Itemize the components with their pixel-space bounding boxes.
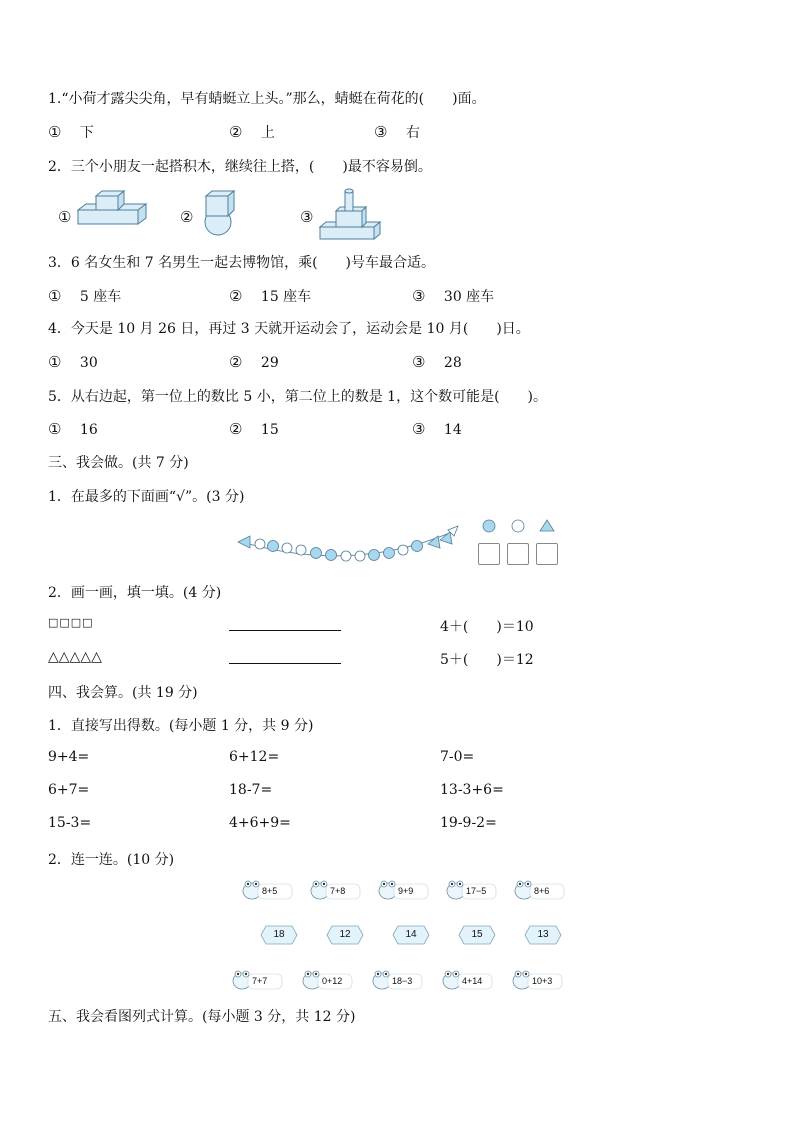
cloud-card-1[interactable]	[260, 922, 298, 952]
row2-shapes: △△△△△	[48, 649, 102, 665]
frog-card-top-1[interactable]	[242, 876, 294, 906]
cloud-number: 13	[537, 929, 549, 940]
cloud-card-4[interactable]	[458, 922, 496, 952]
frog-card-bottom-1[interactable]	[232, 966, 284, 996]
calc-item: 19-9-2=	[440, 815, 497, 831]
cloud-card-3[interactable]	[392, 922, 430, 952]
section-4-title: 四、我会算。(共 19 分)	[48, 685, 198, 701]
frog-row-top	[0, 876, 794, 904]
cloud-row	[0, 922, 794, 950]
frog-expression: 8+6	[534, 886, 550, 896]
question-2-text: 2．三个小朋友一起搭积木，继续往上搭，( )最不容易倒。	[48, 159, 432, 175]
frog-card-bottom-5[interactable]	[512, 966, 564, 996]
cloud-card-5[interactable]	[524, 922, 562, 952]
q5-option-3[interactable]: ③ 14	[412, 420, 462, 438]
question-5-text: 5．从右边起，第一位上的数比 5 小，第二位上的数是 1，这个数可能是( )。	[48, 389, 547, 405]
calc-item: 9+4=	[48, 749, 90, 765]
calc-item: 7-0=	[440, 749, 475, 765]
frog-expression: 18−3	[392, 976, 413, 986]
frog-card-bottom-4[interactable]	[442, 966, 494, 996]
answer-box-triangle[interactable]	[536, 543, 558, 565]
cloud-number: 12	[339, 929, 351, 940]
q1-option-3[interactable]: ③ 右	[374, 123, 420, 141]
frog-expression: 8+5	[262, 886, 278, 896]
calc-item: 6+7=	[48, 782, 90, 798]
q4-option-2[interactable]: ② 29	[229, 353, 279, 371]
cloud-number: 15	[471, 929, 483, 940]
frog-row-bottom	[0, 966, 794, 994]
section-5-title: 五、我会看图列式计算。(每小题 3 分，共 12 分)	[48, 1009, 356, 1025]
row1-answer-line[interactable]	[229, 616, 341, 635]
frog-card-top-5[interactable]	[514, 876, 566, 906]
q5-option-1[interactable]: ① 16	[48, 420, 98, 438]
frog-card-top-3[interactable]	[378, 876, 430, 906]
calc-item: 18-7=	[229, 782, 273, 798]
question-3-text: 3．6 名女生和 7 名男生一起去博物馆，乘( )号车最合适。	[48, 255, 435, 271]
section-4-q1: 1．直接写出得数。(每小题 1 分，共 9 分)	[48, 718, 314, 734]
q4-option-1[interactable]: ① 30	[48, 353, 98, 371]
frog-card-bottom-3[interactable]	[372, 966, 424, 996]
frog-expression: 10+3	[532, 976, 553, 986]
answer-box-circle-blue[interactable]	[478, 543, 500, 565]
q4-option-3[interactable]: ③ 28	[412, 353, 462, 371]
row1-equation: 4＋( )＝10	[440, 619, 534, 635]
frog-expression: 4+14	[462, 976, 483, 986]
cloud-card-2[interactable]	[326, 922, 364, 952]
frog-card-top-4[interactable]	[446, 876, 498, 906]
bead-string-figure	[232, 518, 462, 570]
block-figure-2	[198, 190, 242, 236]
frog-expression: 7+7	[252, 976, 268, 986]
q3-option-3[interactable]: ③ 30 座车	[412, 287, 495, 305]
calc-item: 4+6+9=	[229, 815, 291, 831]
q1-option-1[interactable]: ① 下	[48, 123, 94, 141]
frog-card-top-2[interactable]	[310, 876, 362, 906]
cloud-number: 14	[405, 929, 417, 940]
q2-option-3-label[interactable]: ③	[300, 208, 314, 226]
answer-box-circle-white[interactable]	[507, 543, 529, 565]
frog-expression: 0+12	[322, 976, 343, 986]
block-figure-3	[316, 183, 384, 243]
calc-item: 15-3=	[48, 815, 92, 831]
q1-option-2[interactable]: ② 上	[229, 123, 275, 141]
section-3-q2: 2．画一画，填一填。(4 分)	[48, 585, 222, 601]
q2-option-2-label[interactable]: ②	[180, 208, 194, 226]
section-4-q2: 2．连一连。(10 分)	[48, 852, 175, 868]
block-figure-1	[74, 190, 154, 232]
section-3-q1: 1．在最多的下面画“√”。(3 分)	[48, 489, 245, 505]
frog-expression: 7+8	[330, 886, 346, 896]
question-4-text: 4．今天是 10 月 26 日，再过 3 天就开运动会了，运动会是 10 月( )日。	[48, 321, 530, 337]
frog-card-bottom-2[interactable]	[302, 966, 354, 996]
cloud-number: 18	[273, 929, 285, 940]
frog-expression: 17−5	[466, 886, 487, 896]
q3-option-1[interactable]: ① 5 座车	[48, 287, 122, 305]
q5-option-2[interactable]: ② 15	[229, 420, 279, 438]
row1-shapes: □□□□	[48, 616, 94, 629]
row2-answer-line[interactable]	[229, 649, 341, 668]
calc-item: 13-3+6=	[440, 782, 504, 798]
calc-item: 6+12=	[229, 749, 280, 765]
q2-option-1-label[interactable]: ①	[58, 208, 72, 226]
section-3-title: 三、我会做。(共 7 分)	[48, 455, 189, 471]
question-1-text: 1.“小荷才露尖尖角，早有蜻蜓立上头。”那么，蜻蜓在荷花的( )面。	[48, 91, 486, 107]
row2-equation: 5＋( )＝12	[440, 652, 534, 668]
q3-option-2[interactable]: ② 15 座车	[229, 287, 312, 305]
frog-expression: 9+9	[398, 886, 414, 896]
